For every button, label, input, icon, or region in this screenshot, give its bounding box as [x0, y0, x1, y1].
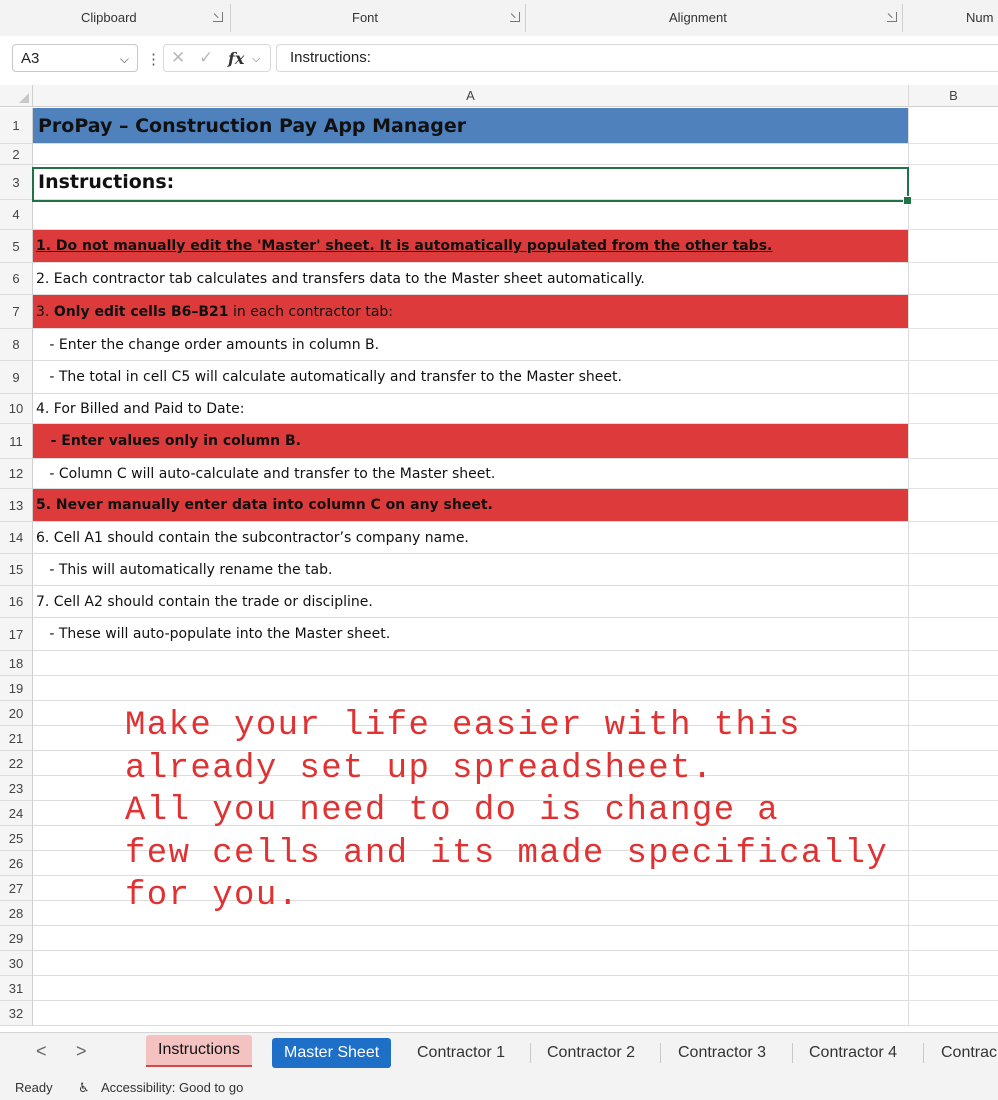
cell-b17[interactable] — [909, 618, 998, 651]
ribbon-divider — [902, 4, 903, 32]
cell-a2[interactable] — [33, 144, 909, 165]
cell-a5[interactable]: 1. Do not manually edit the 'Master' sheet. It is automatically populated from the other tabs. — [33, 230, 909, 263]
sheet-row — [0, 676, 998, 701]
row-header[interactable]: 18 — [0, 651, 33, 676]
cell-a16[interactable]: 7. Cell A2 should contain the trade or discipline. — [33, 586, 909, 618]
sheet-row — [0, 165, 998, 200]
ribbon-group-labels — [0, 0, 998, 37]
row-header[interactable]: 32 — [0, 1001, 33, 1026]
cell-b15[interactable] — [909, 554, 998, 586]
cancel-icon[interactable]: ✕ — [171, 48, 186, 67]
cell-b6[interactable] — [909, 263, 998, 295]
ribbon-group-number: Num — [966, 10, 994, 25]
row-header[interactable]: 3 — [0, 165, 33, 200]
row-header[interactable]: 17 — [0, 618, 33, 651]
cell-text: in each contractor tab: — [228, 304, 393, 320]
sheet-row — [0, 144, 998, 165]
column-header-b[interactable]: B — [909, 85, 998, 107]
cell-b21[interactable] — [909, 726, 998, 751]
next-sheet-icon[interactable]: > — [76, 1041, 87, 1061]
cell-b22[interactable] — [909, 751, 998, 776]
row-header[interactable]: 16 — [0, 586, 33, 618]
cell-a19[interactable] — [33, 676, 909, 701]
cell-a32[interactable] — [33, 1001, 909, 1026]
row-header[interactable]: 11 — [0, 424, 33, 459]
sheet-row — [0, 230, 998, 263]
enter-check-icon[interactable]: ✓ — [199, 48, 214, 67]
cell-b3[interactable] — [909, 165, 998, 200]
sheet-row — [0, 394, 998, 424]
row-header[interactable]: 2 — [0, 144, 33, 165]
ribbon-divider — [525, 4, 526, 32]
cell-b10[interactable] — [909, 394, 998, 424]
row-header[interactable]: 12 — [0, 459, 33, 489]
row-header[interactable]: 24 — [0, 801, 33, 826]
ribbon-group-font: Font — [352, 10, 379, 25]
cell-b14[interactable] — [909, 522, 998, 554]
tab-divider — [530, 1043, 531, 1063]
status-bar — [0, 1072, 998, 1100]
cell-a15[interactable]: - This will automatically rename the tab. — [33, 554, 909, 586]
cell-a11[interactable]: - Enter values only in column B. — [33, 424, 909, 459]
cell-text: 3. — [36, 304, 54, 320]
row-header[interactable]: 19 — [0, 676, 33, 701]
cell-a10[interactable]: 4. For Billed and Paid to Date: — [33, 394, 909, 424]
cell-text-bold: Only edit cells B6–B21 — [53, 304, 229, 320]
row-header[interactable]: 27 — [0, 876, 33, 901]
sheet-row — [0, 361, 998, 394]
row-header[interactable]: 20 — [0, 701, 33, 726]
chevron-down-icon[interactable]: ⌵ — [119, 52, 129, 66]
sheet-row — [0, 295, 998, 329]
cell-a12[interactable]: - Column C will auto-calculate and transfer to the Master sheet. — [33, 459, 909, 489]
cell-b32[interactable] — [909, 1001, 998, 1026]
cell-a9[interactable]: - The total in cell C5 will calculate automatically and transfer to the Master sheet. — [33, 361, 909, 394]
cell-b4[interactable] — [909, 200, 998, 230]
row-header[interactable]: 8 — [0, 329, 33, 361]
tab-divider — [792, 1043, 793, 1063]
cell-a18[interactable] — [33, 651, 909, 676]
sheet-row — [0, 976, 998, 1001]
formula-buttons — [163, 44, 271, 72]
worksheet-grid — [0, 85, 998, 1032]
formula-input[interactable]: Instructions: — [276, 44, 998, 72]
cell-a1[interactable]: ProPay – Construction Pay App Manager — [33, 108, 909, 144]
row-header[interactable]: 1 — [0, 108, 33, 144]
row-header[interactable]: 9 — [0, 361, 33, 394]
row-header[interactable]: 10 — [0, 394, 33, 424]
sheet-tab-bar — [0, 1032, 998, 1073]
cell-b19[interactable] — [909, 676, 998, 701]
sheet-row — [0, 108, 998, 144]
cell-b7[interactable] — [909, 295, 998, 329]
row-header[interactable]: 29 — [0, 926, 33, 951]
alignment-launcher-icon[interactable] — [887, 12, 897, 22]
cell-a17[interactable]: - These will auto-populate into the Master sheet. — [33, 618, 909, 651]
ribbon-group-clipboard: Clipboard — [81, 10, 137, 25]
tab-contractor-4[interactable]: Contractor 4 — [809, 1044, 898, 1061]
insert-function-icon[interactable]: fx — [228, 49, 245, 68]
cell-b2[interactable] — [909, 144, 998, 165]
sheet-row — [0, 263, 998, 295]
sheet-row — [0, 424, 998, 459]
cell-b16[interactable] — [909, 586, 998, 618]
sheet-row — [0, 618, 998, 651]
cell-b13[interactable] — [909, 489, 998, 522]
cell-a30[interactable] — [33, 951, 909, 976]
accessibility-status[interactable]: Accessibility: Good to go — [101, 1080, 244, 1095]
name-box-value: A3 — [21, 50, 40, 67]
promo-overlay-text: Make your life easier with this already set up spreadsheet. All you need to do is change a few cells and its made specifically for you. — [125, 707, 889, 915]
cell-a13[interactable]: 5. Never manually enter data into column C on any sheet. — [33, 489, 909, 522]
cell-b1[interactable] — [909, 108, 998, 144]
cell-b29[interactable] — [909, 926, 998, 951]
cell-a4[interactable] — [33, 200, 909, 230]
cell-b11[interactable] — [909, 424, 998, 459]
row-header[interactable]: 14 — [0, 522, 33, 554]
row-header[interactable]: 21 — [0, 726, 33, 751]
row-header[interactable]: 23 — [0, 776, 33, 801]
sheet-row — [0, 329, 998, 361]
sheet-row — [0, 1001, 998, 1026]
sheet-row — [0, 522, 998, 554]
tab-master-sheet[interactable]: Master Sheet — [272, 1038, 391, 1068]
cell-b27[interactable] — [909, 876, 998, 901]
tab-contractor-3[interactable]: Contractor 3 — [678, 1044, 767, 1061]
sheet-row — [0, 554, 998, 586]
more-options-icon[interactable]: ⋮ — [146, 51, 161, 68]
clipboard-launcher-icon[interactable] — [213, 12, 223, 22]
cell-b24[interactable] — [909, 801, 998, 826]
select-all-corner[interactable] — [0, 85, 33, 107]
name-box[interactable] — [12, 44, 138, 72]
row-header[interactable]: 30 — [0, 951, 33, 976]
row-header[interactable]: 5 — [0, 230, 33, 263]
sheet-row — [0, 951, 998, 976]
ribbon-group-alignment: Alignment — [669, 10, 727, 25]
tab-divider — [660, 1043, 661, 1063]
cell-b23[interactable] — [909, 776, 998, 801]
row-header[interactable]: 13 — [0, 489, 33, 522]
cell-a8[interactable]: - Enter the change order amounts in column B. — [33, 329, 909, 361]
cell-b26[interactable] — [909, 851, 998, 876]
cell-b25[interactable] — [909, 826, 998, 851]
cell-b31[interactable] — [909, 976, 998, 1001]
cell-b18[interactable] — [909, 651, 998, 676]
sheet-row — [0, 651, 998, 676]
cell-b30[interactable] — [909, 951, 998, 976]
tab-contractor-2[interactable]: Contractor 2 — [547, 1044, 636, 1061]
prev-sheet-icon[interactable]: < — [36, 1041, 47, 1061]
tab-contractor-5[interactable]: Contrac — [941, 1044, 998, 1061]
sheet-row — [0, 200, 998, 230]
cell-a7[interactable] — [33, 295, 909, 329]
sheet-row — [0, 459, 998, 489]
row-header[interactable]: 7 — [0, 295, 33, 329]
sheet-row — [0, 926, 998, 951]
row-header[interactable]: 15 — [0, 554, 33, 586]
tab-contractor-1[interactable]: Contractor 1 — [417, 1044, 506, 1061]
row-header[interactable]: 4 — [0, 200, 33, 230]
cell-a31[interactable] — [33, 976, 909, 1001]
cell-b5[interactable] — [909, 230, 998, 263]
font-launcher-icon[interactable] — [510, 12, 520, 22]
tab-instructions[interactable]: Instructions — [146, 1035, 252, 1067]
cell-b12[interactable] — [909, 459, 998, 489]
sheet-row — [0, 489, 998, 522]
cell-a14[interactable]: 6. Cell A1 should contain the subcontractor’s company name. — [33, 522, 909, 554]
chevron-down-icon[interactable]: ⌵ — [252, 53, 261, 65]
cell-b9[interactable] — [909, 361, 998, 394]
tab-divider — [923, 1043, 924, 1063]
row-header[interactable]: 31 — [0, 976, 33, 1001]
cell-b20[interactable] — [909, 701, 998, 726]
formula-bar — [0, 36, 998, 82]
cell-a29[interactable] — [33, 926, 909, 951]
sheet-row — [0, 586, 998, 618]
row-header[interactable]: 28 — [0, 901, 33, 926]
cell-b8[interactable] — [909, 329, 998, 361]
row-header[interactable]: 26 — [0, 851, 33, 876]
column-header-a[interactable]: A — [33, 85, 909, 107]
status-ready: Ready — [15, 1080, 53, 1095]
accessibility-icon[interactable]: ♿︎ — [78, 1080, 90, 1095]
row-header[interactable]: 25 — [0, 826, 33, 851]
cell-b28[interactable] — [909, 901, 998, 926]
cell-a3[interactable]: Instructions: — [33, 165, 909, 200]
ribbon-divider — [230, 4, 231, 32]
row-header[interactable]: 22 — [0, 751, 33, 776]
row-header[interactable]: 6 — [0, 263, 33, 295]
cell-a6[interactable]: 2. Each contractor tab calculates and transfers data to the Master sheet automatically. — [33, 263, 909, 295]
